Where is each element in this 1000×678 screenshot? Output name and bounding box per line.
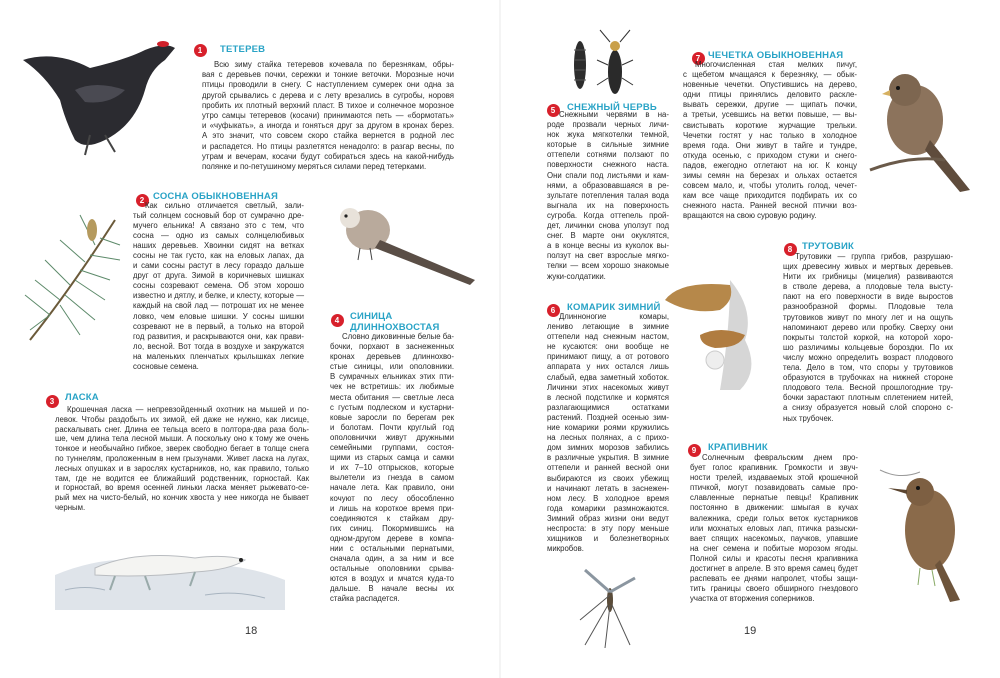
text-line: и их 7–10 отпрысков, которые bbox=[330, 463, 454, 473]
text-line: года комарики размножаются. bbox=[547, 503, 669, 513]
page-spine bbox=[499, 0, 501, 678]
heading-line: СОСНА ОБЫКНОВЕННАЯ bbox=[153, 191, 279, 202]
text-line: падов, ежегодно отлетают на юг. К концу bbox=[683, 160, 857, 170]
text-line: поверхности снежного наста. bbox=[547, 160, 669, 170]
text-line: совсем мало, и, чтобы утолить голод, чечет- bbox=[683, 181, 857, 191]
text-line: соединяются к стайкам дру- bbox=[330, 513, 454, 523]
text-line: наших деревьев. Хвоинки сидят на ветках bbox=[133, 241, 304, 251]
text-line: птичкой, могут позавидовать самые про- bbox=[690, 483, 858, 493]
text-line: Многочисленная стая мелких пичуг, bbox=[695, 60, 857, 69]
text-line: ползут на свет взрослые мягко- bbox=[547, 251, 669, 261]
page-number-left: 18 bbox=[245, 625, 258, 637]
text-line: стайка распадется. bbox=[330, 594, 400, 604]
text-line: неспроста: в эту пору меньше bbox=[547, 523, 669, 533]
text-line: черным. bbox=[55, 502, 86, 512]
text-line: разнообразной формы. Плодовые тела bbox=[783, 302, 953, 312]
text-line: Снежными червями в на- bbox=[559, 110, 669, 119]
text-line: достигнет в апреле. В это время самец будет bbox=[690, 564, 858, 574]
text-line: ше, чем длина тела лесной мыши. А поскольку оно к тому же очень bbox=[55, 434, 309, 444]
heading-line: СНЕЖНЫЙ ЧЕРВЬ bbox=[567, 102, 657, 113]
text-line: жуки-солдатики. bbox=[547, 271, 606, 281]
text-line: известно и дятлу, и белке, и клесту, которые — bbox=[133, 291, 304, 301]
text-line: Личинки этих насекомых живут bbox=[547, 382, 669, 392]
text-line: снег. В марте они окуклятся, bbox=[547, 231, 669, 241]
heading-line: ЛАСКА bbox=[65, 392, 99, 403]
article-body bbox=[547, 110, 669, 282]
text-line: в стволе дерева, а плодовые тела высту- bbox=[783, 282, 953, 292]
text-line: ются в воздух и мчатся куда-то bbox=[330, 574, 454, 584]
text-line: утро самцы тетеревов (косачи) принимаются петь — «бормотать» bbox=[202, 110, 454, 120]
text-line: растений. Поздней осенью зим- bbox=[547, 412, 669, 422]
text-line: бочки зарастают плотным сплетением нитей, bbox=[783, 393, 953, 403]
text-line: нок жука мягкотелки темной, bbox=[547, 130, 669, 140]
text-line: там, где не водится ее ближайший родственник, горностай. Как bbox=[55, 473, 309, 483]
text-line: трутовиков живут по многу лет и на ощупь bbox=[783, 312, 953, 322]
article-body bbox=[683, 60, 857, 222]
text-line: разлагающимися остатками bbox=[547, 402, 669, 412]
text-line: сосны не так густо, как на еловых лапах, да bbox=[133, 251, 304, 261]
text-line: пают на его поверхности в виде выростов bbox=[783, 292, 953, 302]
text-line: птицы проводили в снегу. С наступлением сумерек они одна за bbox=[202, 80, 454, 90]
article-heading bbox=[350, 311, 439, 333]
text-line: одни птицы принялись деловито раскле- bbox=[683, 90, 857, 100]
number-badge: 5 bbox=[547, 104, 560, 117]
number-badge: 1 bbox=[194, 44, 207, 57]
text-line: одном-другом дереве в компа- bbox=[330, 533, 454, 543]
text-line: кам все чаще приходится подбирать их со bbox=[683, 191, 857, 201]
text-line: постоянно в движении: шмыгая в кучах bbox=[690, 503, 858, 513]
text-line: нии с остальными пернатыми, bbox=[330, 543, 454, 553]
redpoll-illustration bbox=[870, 60, 990, 200]
black-grouse-illustration bbox=[15, 30, 195, 160]
heading-line: ДЛИННОХВОСТАЯ bbox=[350, 322, 440, 333]
article-heading bbox=[708, 442, 768, 453]
text-line: В сумрачных ельниках этих пти- bbox=[330, 372, 454, 382]
text-line: А это значит, что совсем скоро стайка вернется в родной лес bbox=[202, 131, 454, 141]
text-line: хищников и болезнетворных bbox=[547, 534, 669, 544]
pine-branch-illustration bbox=[20, 200, 125, 350]
article-body bbox=[55, 405, 309, 513]
text-line: бочки, порхают в заснеженных bbox=[330, 342, 454, 352]
text-line: образуются в трубочках на нижней стороне bbox=[783, 373, 953, 383]
heading-line: ТРУТОВИК bbox=[802, 241, 854, 252]
text-line: щих древесину живых и мертвых деревьев. bbox=[783, 262, 953, 272]
text-line: славленные пернатые певцы! Крапивник bbox=[690, 493, 858, 503]
text-line: оттепели и ранней весной они bbox=[547, 463, 669, 473]
text-line: вает спящих насекомых, паучков, упавшие bbox=[690, 533, 858, 543]
article-body bbox=[547, 312, 669, 554]
text-line: и горностай, во время осенней линьки ласка меняет рыжевато-се- bbox=[55, 483, 309, 493]
text-line: раскалывать снег. Длина ее тельца всего в полтора-два раза боль- bbox=[55, 424, 309, 434]
text-line: принимают пищу, а от ротового bbox=[547, 352, 669, 362]
text-line: сначала один, а за ним и все bbox=[330, 554, 454, 564]
text-line: новенные чечетки. Опустившись на дерево, bbox=[683, 80, 857, 90]
text-line: стые синицы, или ополовники. bbox=[330, 362, 454, 372]
text-line: откуда осенью, с приходом стужи и снего- bbox=[683, 150, 857, 160]
text-line: аппарата у них остался лишь bbox=[547, 362, 669, 372]
text-line: Солнечным февральским днем про- bbox=[702, 453, 858, 462]
winter-gnat-illustration bbox=[575, 560, 645, 650]
tinder-fungus-illustration bbox=[660, 270, 770, 390]
text-line: оттепели сотнями ползают по bbox=[547, 150, 669, 160]
text-line: ло, весной. Вот тогда в воздухе и закружатся bbox=[133, 341, 304, 351]
text-line: ловко, чем еловые шишки. У сосны шишки bbox=[133, 311, 304, 321]
text-line: в различные укрытия. В зимние bbox=[547, 453, 669, 463]
text-line: снежного наста. Ранней весной птички воз- bbox=[683, 201, 857, 211]
text-line: а третьи, усевшись на ветки повыше, — вы- bbox=[683, 110, 857, 120]
heading-line: ТЕТЕРЕВ bbox=[220, 44, 266, 55]
text-line: микробов. bbox=[547, 544, 584, 554]
text-line: утрам и вечерам, косачи будут собираться здесь на какой-нибудь bbox=[202, 151, 454, 161]
text-line: с густым подлеском и кустарни- bbox=[330, 402, 454, 412]
text-line: на снег семена и побитые морозом ягоды. bbox=[690, 543, 858, 553]
text-line: тела. Дело в том, что споры у трутовиков bbox=[783, 363, 953, 373]
heading-line: ЧЕЧЕТКА ОБЫКНОВЕННАЯ bbox=[708, 50, 844, 61]
text-line: нями, а образовавшаяся в ре- bbox=[547, 180, 669, 190]
article-heading bbox=[220, 44, 265, 55]
text-line: левок. Чтобы раздобыть их зимой, ей даже не нужно, как лисице, bbox=[55, 414, 309, 424]
text-line: сосновые семена. bbox=[133, 361, 199, 371]
text-line: год развития, и раскрываются они, как прави- bbox=[133, 331, 304, 341]
weasel-illustration bbox=[55, 520, 285, 610]
soldier-beetle-illustration bbox=[595, 30, 635, 105]
text-line: ополовнички живут дружными bbox=[330, 432, 454, 442]
text-line: валежника, среди голых веток кустарников bbox=[690, 513, 858, 523]
text-line: мучего ельника! А связано это с тем, что bbox=[133, 221, 304, 231]
soldier-beetle-larva-illustration bbox=[565, 35, 595, 95]
text-line: Крошечная ласка — непревзойденный охотник на мышей и по- bbox=[67, 405, 309, 414]
text-line: Всю зиму стайка тетеревов кочевала по березнякам, обры- bbox=[214, 60, 454, 69]
article-body bbox=[202, 60, 454, 172]
text-line: другой срывались с дерева и с лету врезались в сугробы, норовя bbox=[202, 90, 454, 100]
text-line: бует голос крапивник. Громкости и звуч- bbox=[690, 463, 858, 473]
text-line: свистывать короткие журчащие трельки. bbox=[683, 120, 857, 130]
text-line: числу можно определить возраст плодового bbox=[783, 352, 953, 362]
text-line: кочуют по лесу обособленно bbox=[330, 493, 454, 503]
text-line: дальше. В начале весны их bbox=[330, 584, 454, 594]
text-line: сосны созревают семена. Об этом хорошо bbox=[133, 281, 304, 291]
number-badge: 6 bbox=[547, 304, 560, 317]
text-line: время года. Они живут в тайге и тундре, bbox=[683, 140, 857, 150]
article-body bbox=[330, 332, 454, 605]
text-line: зимы семян на березах и ольхах остается bbox=[683, 171, 857, 181]
text-line: чек не встретишь: их любимые bbox=[330, 382, 454, 392]
text-line: ных трубочек. bbox=[783, 413, 834, 423]
text-line: вращаются на свою суровую родину. bbox=[683, 211, 817, 221]
text-line: ном лесу. В холодное время bbox=[547, 493, 669, 503]
article-body bbox=[133, 201, 304, 372]
text-line: Они спали под листьями и кам- bbox=[547, 170, 669, 180]
text-line: не кусаются: они вообще не bbox=[547, 342, 669, 352]
text-line: на маленьких пленчатых крылышках легкие bbox=[133, 351, 304, 361]
text-line: и сами сосны растут в лесу гораздо дальше bbox=[133, 261, 304, 271]
text-line: в лесной подстилке и кормятся bbox=[547, 392, 669, 402]
text-line: созревают не в первый, а только на второй bbox=[133, 321, 304, 331]
text-line: Полной силы и красоты песня крапивника bbox=[690, 553, 858, 563]
text-line: напоминают дерево или пробку. Сверху они bbox=[783, 322, 953, 332]
text-line: дом зимних морозов забились bbox=[547, 443, 669, 453]
text-line: а снизу образуется новый слой спороно с- bbox=[783, 403, 953, 413]
text-line: которые в сильные зимние bbox=[547, 140, 669, 150]
text-line: семейными группами, состоя- bbox=[330, 443, 454, 453]
text-line: выгнала их на поверхность bbox=[547, 200, 669, 210]
text-line: и болотам. Почти круглый год bbox=[330, 422, 454, 432]
text-line: гих синиц. Покормившись на bbox=[330, 523, 454, 533]
text-line: участка от вторжения соперников. bbox=[690, 594, 815, 604]
text-line: полянке и по-петушиному меряться силами перед тетерками. bbox=[202, 161, 427, 171]
text-line: телки — всем хорошо знакомые bbox=[547, 261, 669, 271]
text-line: тонкое и необычайно гибкое, зверек свободно бегает в толще снега bbox=[55, 444, 309, 454]
text-line: тить границы своего обширного гнездового bbox=[690, 584, 858, 594]
text-line: кронах деревьев длиннохво- bbox=[330, 352, 454, 362]
text-line: остальные ополовники срыва- bbox=[330, 564, 454, 574]
text-line: а в конце весны из куколок вы- bbox=[547, 241, 669, 251]
text-line: Словно диковинные белые ба- bbox=[342, 332, 454, 341]
text-line: вылетели из гнезда в самом bbox=[330, 473, 454, 483]
text-line: и начинают летать в заснежен- bbox=[547, 483, 669, 493]
text-line: Зимний образ жизни они ведут bbox=[547, 513, 669, 523]
text-line: выбираются из своих убежищ bbox=[547, 473, 669, 483]
number-badge: 9 bbox=[688, 444, 701, 457]
text-line: сугроба. Когда оттепель прой- bbox=[547, 210, 669, 220]
text-line: Длинноногие комары, bbox=[559, 312, 669, 321]
text-line: места обитания — светлые леса bbox=[330, 392, 454, 402]
text-line: слабый, едва заметный хоботок. bbox=[547, 372, 669, 382]
text-line: с щебетом мчащаяся к березняку, — обык- bbox=[683, 70, 857, 80]
text-line: шо различимы кольцевые бороздки. По их bbox=[783, 342, 953, 352]
number-badge: 3 bbox=[46, 395, 59, 408]
page-number-right: 19 bbox=[744, 625, 757, 637]
text-line: ности трелей, издаваемых этой крошечной bbox=[690, 473, 858, 483]
text-line: зультате потепления талая вода bbox=[547, 190, 669, 200]
wren-illustration bbox=[880, 460, 990, 610]
text-line: тый солнцем сосновый бор от сумрачно дре- bbox=[133, 211, 304, 221]
text-line: пробить их плотный верхний пласт. В тихое и солнечное морозное bbox=[202, 100, 454, 110]
text-line: оттепели над снежным настом, bbox=[547, 332, 669, 342]
heading-line: КРАПИВНИК bbox=[708, 442, 768, 453]
article-body bbox=[783, 252, 953, 424]
number-badge: 7 bbox=[692, 52, 705, 65]
text-line: друг от друга. Зимой в коричневых шишках bbox=[133, 271, 304, 281]
text-line: по туннелям, проложенным в нем грызунами. Живет ласка на лугах, bbox=[55, 453, 309, 463]
article-heading bbox=[802, 241, 854, 252]
text-line: вая с деревьев почки, сережки и тонкие веточки. Морозные ночи bbox=[202, 70, 454, 80]
text-line: Как сильно отличается светлый, зали- bbox=[145, 201, 304, 210]
text-line: Трутовики — группа грибов, разрушаю- bbox=[795, 252, 953, 261]
text-line: дет, личинки снова уползут под bbox=[547, 221, 669, 231]
number-badge: 2 bbox=[136, 194, 149, 207]
text-line: или мохнатых еловых лап, птичка разыски- bbox=[690, 523, 858, 533]
text-line: на лесных полянах, а с прихо- bbox=[547, 433, 669, 443]
text-line: начале лета. Как правило, они bbox=[330, 483, 454, 493]
text-line: лениво летающие в зимние bbox=[547, 322, 669, 332]
text-line: Нити их грибницы (мицелия) развиваются bbox=[783, 272, 953, 282]
number-badge: 4 bbox=[331, 314, 344, 327]
text-line: и распадется. Но птицы разлетятся ненадолго: в разгар весны, по bbox=[202, 141, 454, 151]
text-line: щими из старых самца и самки bbox=[330, 453, 454, 463]
text-line: вывать сережки, другие — щипать почки, bbox=[683, 100, 857, 110]
text-line: покрыты толстой коркой, на которой хоро- bbox=[783, 332, 953, 342]
text-line: и лишь на короткое время при- bbox=[330, 503, 454, 513]
text-line: ковые заросли по берегам рек bbox=[330, 412, 454, 422]
article-heading bbox=[65, 392, 99, 403]
number-badge: 8 bbox=[784, 243, 797, 256]
text-line: рый мех на чисто-белый, но кончик хвоста у нее никогда не бывает bbox=[55, 493, 309, 503]
text-line: ние комарики роями кружились bbox=[547, 423, 669, 433]
long-tailed-tit-illustration bbox=[330, 200, 480, 300]
text-line: и «чуфыкать», а иногда и гоняться друг за другом в кронах берез. bbox=[202, 121, 454, 131]
text-line: сосна — одно из самых солнцелюбивых bbox=[133, 231, 304, 241]
heading-line: СИНИЦА bbox=[350, 311, 393, 322]
text-line: лесных опушках и в зарослях кустарников, но, как правило, только bbox=[55, 463, 309, 473]
text-line: роде прозвали черных личи- bbox=[547, 120, 669, 130]
heading-line: КОМАРИК ЗИМНИЙ bbox=[567, 302, 661, 313]
text-line: плодового тела. Весной прошлогодние тру- bbox=[783, 383, 953, 393]
text-line: Чечетки гостят у нас только в холодное bbox=[683, 130, 857, 140]
article-body bbox=[690, 453, 858, 604]
text-line: каждый на свой лад — потрошат их не менее bbox=[133, 301, 304, 311]
text-line: распевать ее днями напролет, чтобы защи- bbox=[690, 574, 858, 584]
